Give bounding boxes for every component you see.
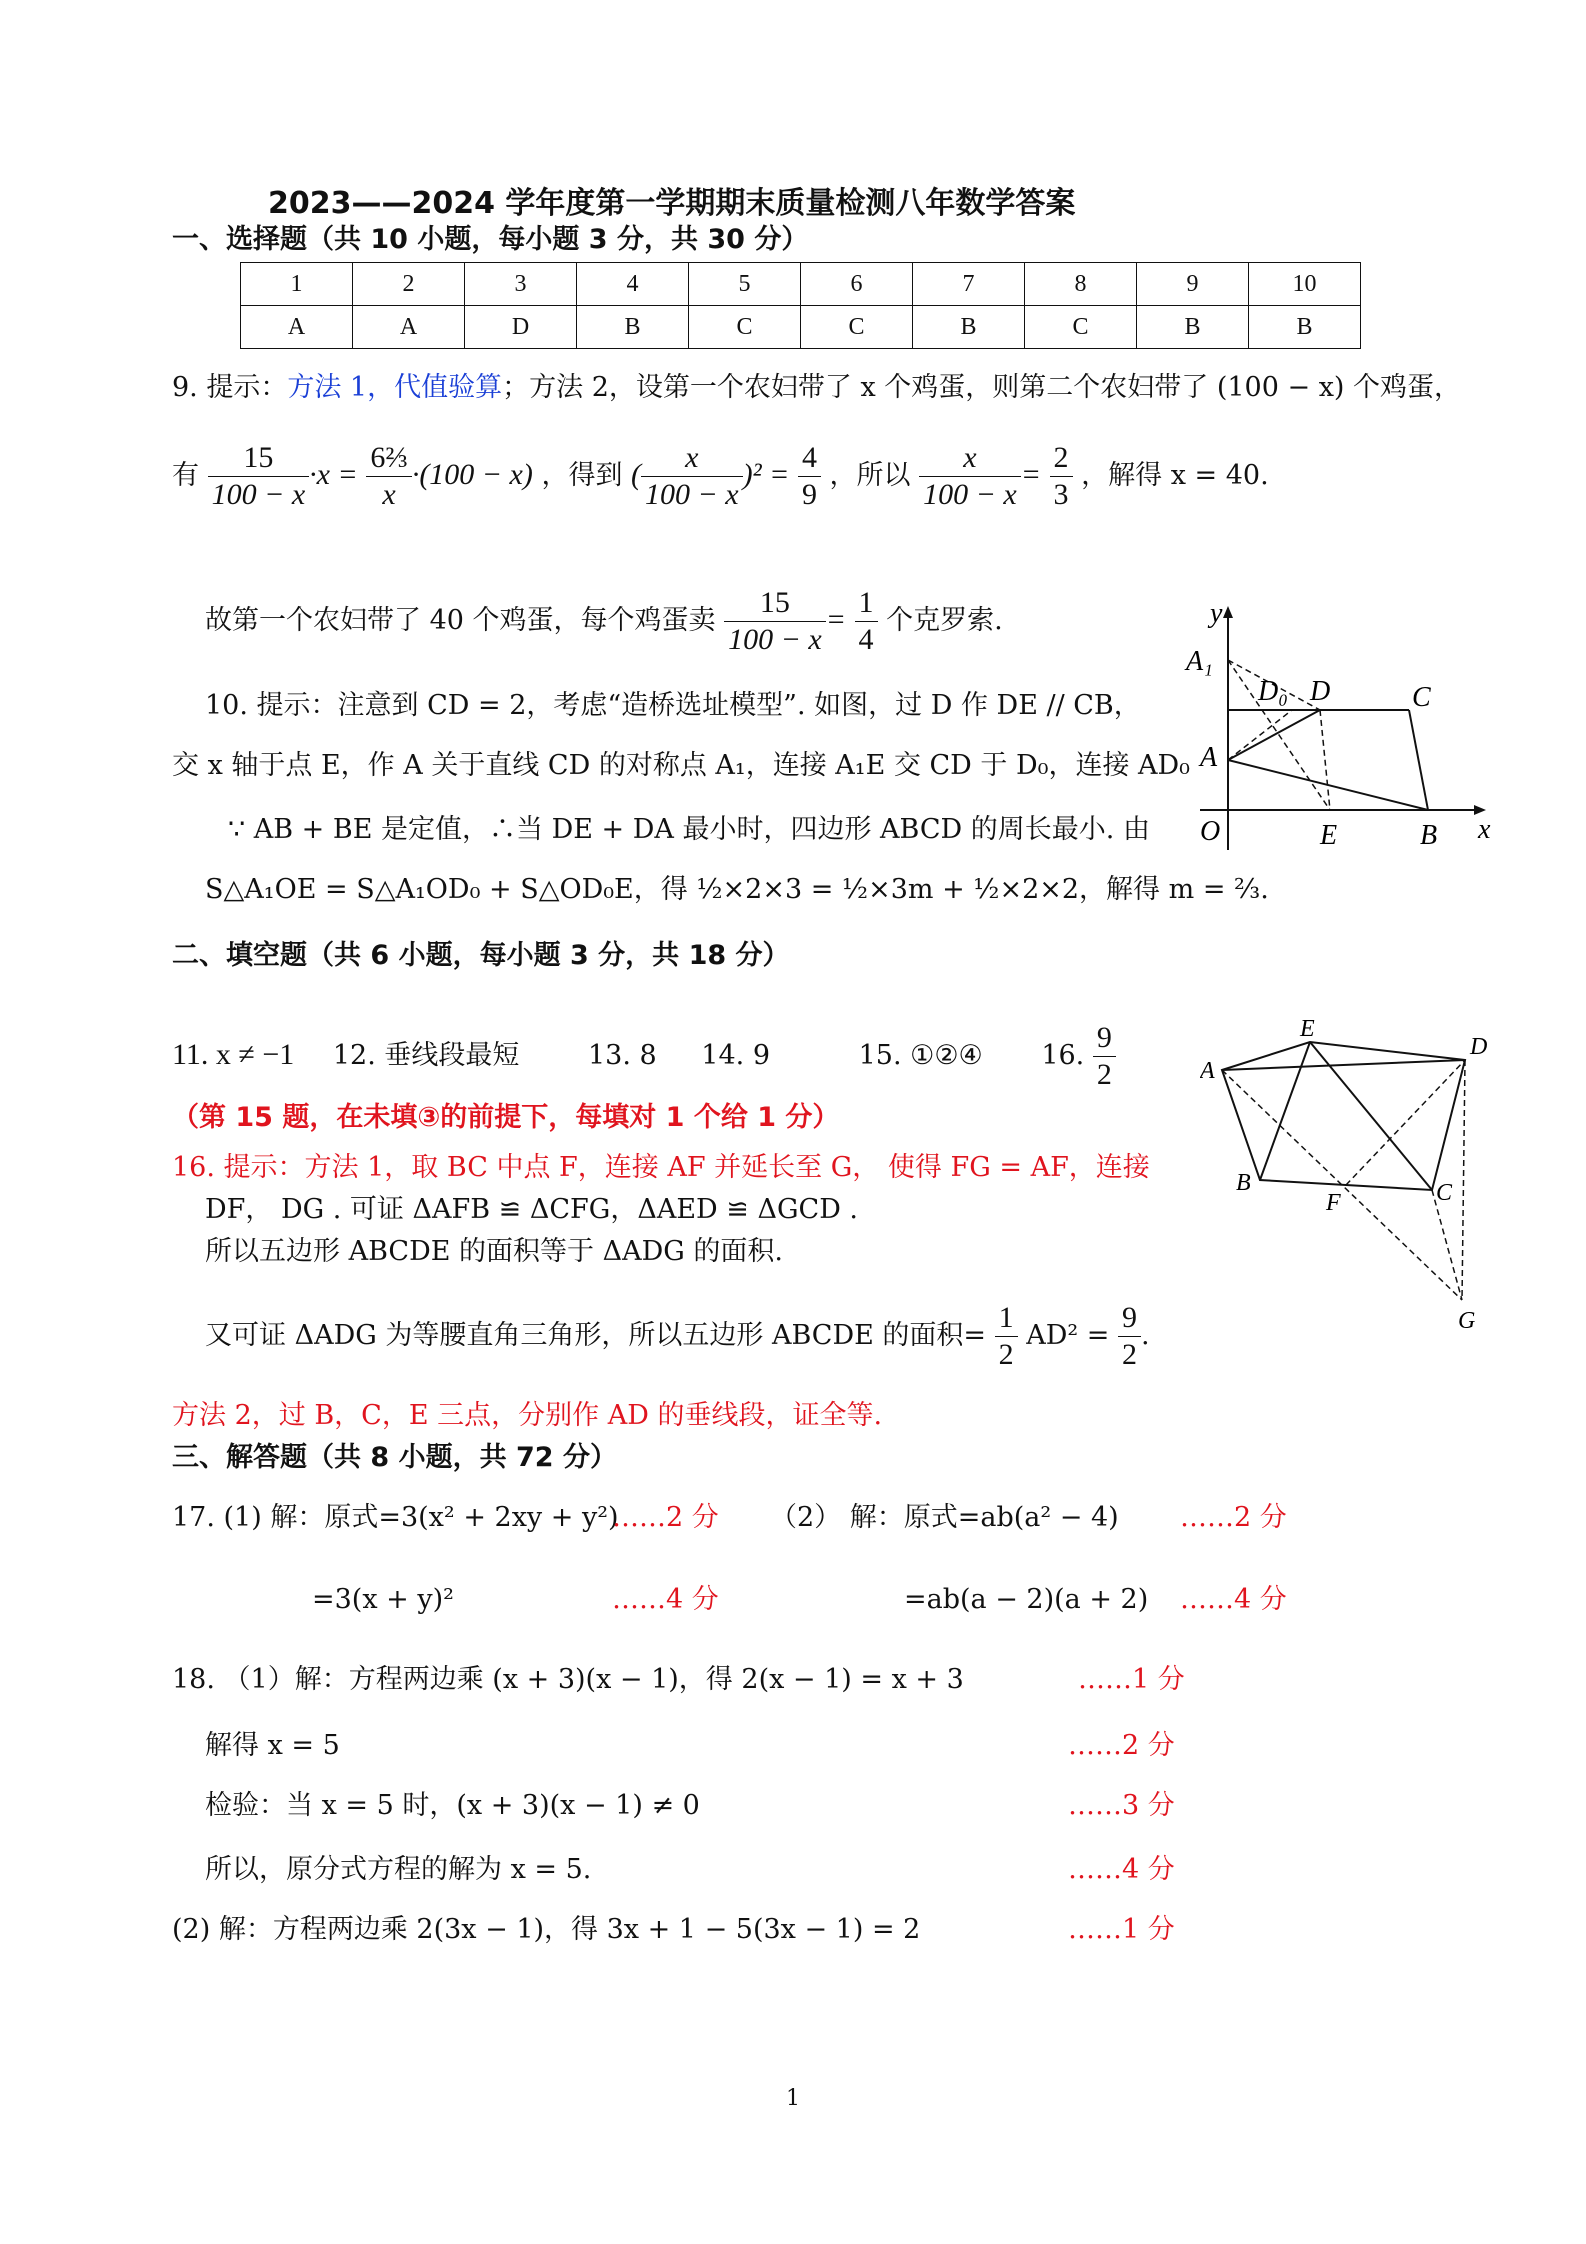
table-cell: 10 [1249, 263, 1361, 306]
label-e: E [1300, 1016, 1315, 1042]
q18-line-1: 18. （1）解：方程两边乘 (x + 3)(x − 1)，得 2(x − 1) = x + 3 [172, 1664, 964, 1695]
score-mark: ……1 分 [1078, 1664, 1185, 1695]
label-b: B [1420, 820, 1438, 851]
q16-answer: 16. [1041, 1040, 1085, 1071]
score-mark: ……2 分 [1068, 1730, 1175, 1761]
q10-line-3: ∵ AB + BE 是定值，∴当 DE + DA 最小时，四边形 ABCD 的周长最小. 由 [228, 814, 1150, 845]
score-mark: ……4 分 [1068, 1854, 1175, 1885]
q16-line-4: 又可证 ΔADG 为等腰直角三角形，所以五边形 ABCDE 的面积= $\frac{1}{2}$ AD² = $\frac{9}{2}$ . [205, 1301, 1150, 1371]
q17-1-line-2: =3(x + y)² [312, 1584, 454, 1615]
q10-line-1: 10. 提示：注意到 CD = 2，考虑“造桥选址模型”. 如图，过 D 作 DE // CB， [205, 690, 1141, 721]
q10-line-4: S△A₁OE = S△A₁OD₀ + S△OD₀E，得 ½×2×3 = ½×3m + ½×2×2，解得 m = ⅔. [205, 874, 1269, 905]
q18-line-2: 解得 x = 5 [205, 1730, 340, 1761]
label-g: G [1458, 1308, 1476, 1334]
label-d0: D₀ [1258, 676, 1288, 707]
q16-line-1 [172, 1150, 1150, 1186]
table-cell: B [1249, 306, 1361, 349]
q9-rest: ；方法 2，设第一个农妇带了 x 个鸡蛋，则第二个农妇带了 (100 − x) 个鸡蛋， [502, 372, 1462, 403]
q10-line-2: 交 x 轴于点 E，作 A 关于直线 CD 的对称点 A₁，连接 A₁E 交 CD 于 D₀，连接 AD₀ [172, 750, 1190, 781]
table-cell: C [689, 306, 801, 349]
q9-equation-line: 有 $\frac{15}{100 - x}$ ·x = $\frac{\text{6⅔}}{x}$ ·(100 − x) ，得到 ( $\frac{x}{100 - x}$ )² = $\frac{4}{9}$ ，所以 $\frac{x}{100 - x}$ = $\frac{2}{3}$ ，解得 x = 40. [172, 441, 1269, 511]
q11-answer: 11. x ≠ −1 [172, 1038, 295, 1071]
choice-answer-table [240, 262, 1361, 349]
score-mark: ……4 分 [1180, 1584, 1287, 1615]
q9-eq-mid1: ，得到 [541, 460, 623, 491]
q9-lead: 9. 提示： [172, 372, 288, 403]
q17-1-line-1: 17. (1) 解：原式=3(x² + 2xy + y²) [172, 1502, 619, 1533]
q9-hint-line [172, 370, 1461, 406]
pentagon-figure [1200, 1010, 1500, 1340]
label-f: F [1326, 1190, 1341, 1216]
section-3-heading: 三、解答题（共 8 小题，共 72 分） [172, 1442, 617, 1473]
q9-eq-mid2: ，所以 [829, 460, 911, 491]
page-title: 2023——2024 学年度第一学期期末质量检测八年数学答案 [268, 186, 1076, 221]
q12-answer: 12. 垂线段最短 [332, 1040, 520, 1071]
label-a: A [1200, 1058, 1215, 1084]
table-cell: 8 [1025, 263, 1137, 306]
q15-answer: 15. ①②④ [858, 1040, 983, 1071]
label-d: D [1310, 676, 1331, 707]
table-cell: C [801, 306, 913, 349]
label-x: x [1478, 814, 1491, 845]
q16-line-2: DF， DG . 可证 ΔAFB ≌ ΔCFG，ΔAED ≌ ΔGCD . [205, 1194, 859, 1225]
q16-line-4-b: AD² = [1026, 1320, 1110, 1351]
q9-eq-prefix: 有 [172, 460, 199, 491]
q15-scoring-note: （第 15 题，在未填③的前提下，每填对 1 个给 1 分） [172, 1102, 840, 1133]
table-cell: 5 [689, 263, 801, 306]
table-cell: 1 [241, 263, 353, 306]
score-mark: ……3 分 [1068, 1790, 1175, 1821]
table-row [241, 263, 1361, 306]
q9-method1: 方法 1，代值验算 [287, 372, 503, 403]
section-1-heading: 一、选择题（共 10 小题，每小题 3 分，共 30 分） [172, 224, 809, 255]
score-mark: ……1 分 [1068, 1914, 1175, 1945]
q16-line-1-text: 16. 提示：方法 1，取 BC 中点 F，连接 AF 并延长至 G， 使得 FG = AF，连接 [172, 1152, 1150, 1183]
q17-2-line-2: =ab(a − 2)(a + 2) [904, 1584, 1149, 1615]
q9-conclusion-line: 故第一个农妇带了 40 个鸡蛋，每个鸡蛋卖 $\frac{15}{100 - x}$ = $\frac{1}{4}$ 个克罗索. [205, 586, 1003, 656]
label-o: O [1200, 816, 1221, 847]
table-cell: 4 [577, 263, 689, 306]
q16-line-4-a: 又可证 ΔADG 为等腰直角三角形，所以五边形 ABCDE 的面积= [205, 1320, 987, 1351]
label-b: B [1236, 1170, 1251, 1196]
table-cell: B [913, 306, 1025, 349]
table-cell: A [353, 306, 465, 349]
label-d: D [1470, 1034, 1488, 1060]
table-cell: A [241, 306, 353, 349]
q17-2-line-1: （2） 解：原式=ab(a² − 4) [770, 1502, 1119, 1533]
table-cell: B [577, 306, 689, 349]
label-c: C [1412, 682, 1431, 713]
score-mark: ……2 分 [1180, 1502, 1287, 1533]
q9-eq-end: ，解得 x = 40. [1081, 460, 1269, 491]
table-cell: 9 [1137, 263, 1249, 306]
table-cell: C [1025, 306, 1137, 349]
score-mark: ……4 分 [612, 1584, 719, 1615]
q9-conclusion-b: 个克罗索. [886, 605, 1003, 636]
table-cell: 3 [465, 263, 577, 306]
q9-conclusion-a: 故第一个农妇带了 40 个鸡蛋，每个鸡蛋卖 [205, 605, 716, 636]
label-e: E [1320, 820, 1338, 851]
table-row [241, 306, 1361, 349]
label-a1: A₁ [1186, 646, 1213, 677]
score-mark: ……2 分 [612, 1502, 719, 1533]
section-2-heading: 二、填空题（共 6 小题，每小题 3 分，共 18 分） [172, 940, 790, 971]
coordinate-figure [1180, 600, 1500, 860]
table-cell: 7 [913, 263, 1025, 306]
q16-line-3: 所以五边形 ABCDE 的面积等于 ΔADG 的面积. [205, 1236, 783, 1267]
q18-line-4: 所以，原分式方程的解为 x = 5. [205, 1854, 592, 1885]
table-cell: B [1137, 306, 1249, 349]
table-cell: 2 [353, 263, 465, 306]
page-number: 1 [786, 2086, 800, 2111]
table-cell: 6 [801, 263, 913, 306]
q14-answer: 14. 9 [701, 1040, 770, 1071]
label-c: C [1436, 1180, 1453, 1206]
table-cell: D [465, 306, 577, 349]
q16-method-2: 方法 2，过 B，C，E 三点，分别作 AD 的垂线段，证全等. [172, 1400, 883, 1431]
q13-answer: 13. 8 [588, 1040, 657, 1071]
q18-line-5: (2) 解：方程两边乘 2(3x − 1)，得 3x + 1 − 5(3x − 1) = 2 [172, 1914, 921, 1945]
fill-in-answers: 11. x ≠ −1 12. 垂线段最短 13. 8 14. 9 15. ①②④ 16. $\frac{9}{2}$ [172, 1020, 1116, 1093]
label-a: A [1200, 742, 1218, 773]
label-y: y [1210, 600, 1223, 629]
q18-line-3: 检验：当 x = 5 时，(x + 3)(x − 1) ≠ 0 [205, 1790, 700, 1821]
